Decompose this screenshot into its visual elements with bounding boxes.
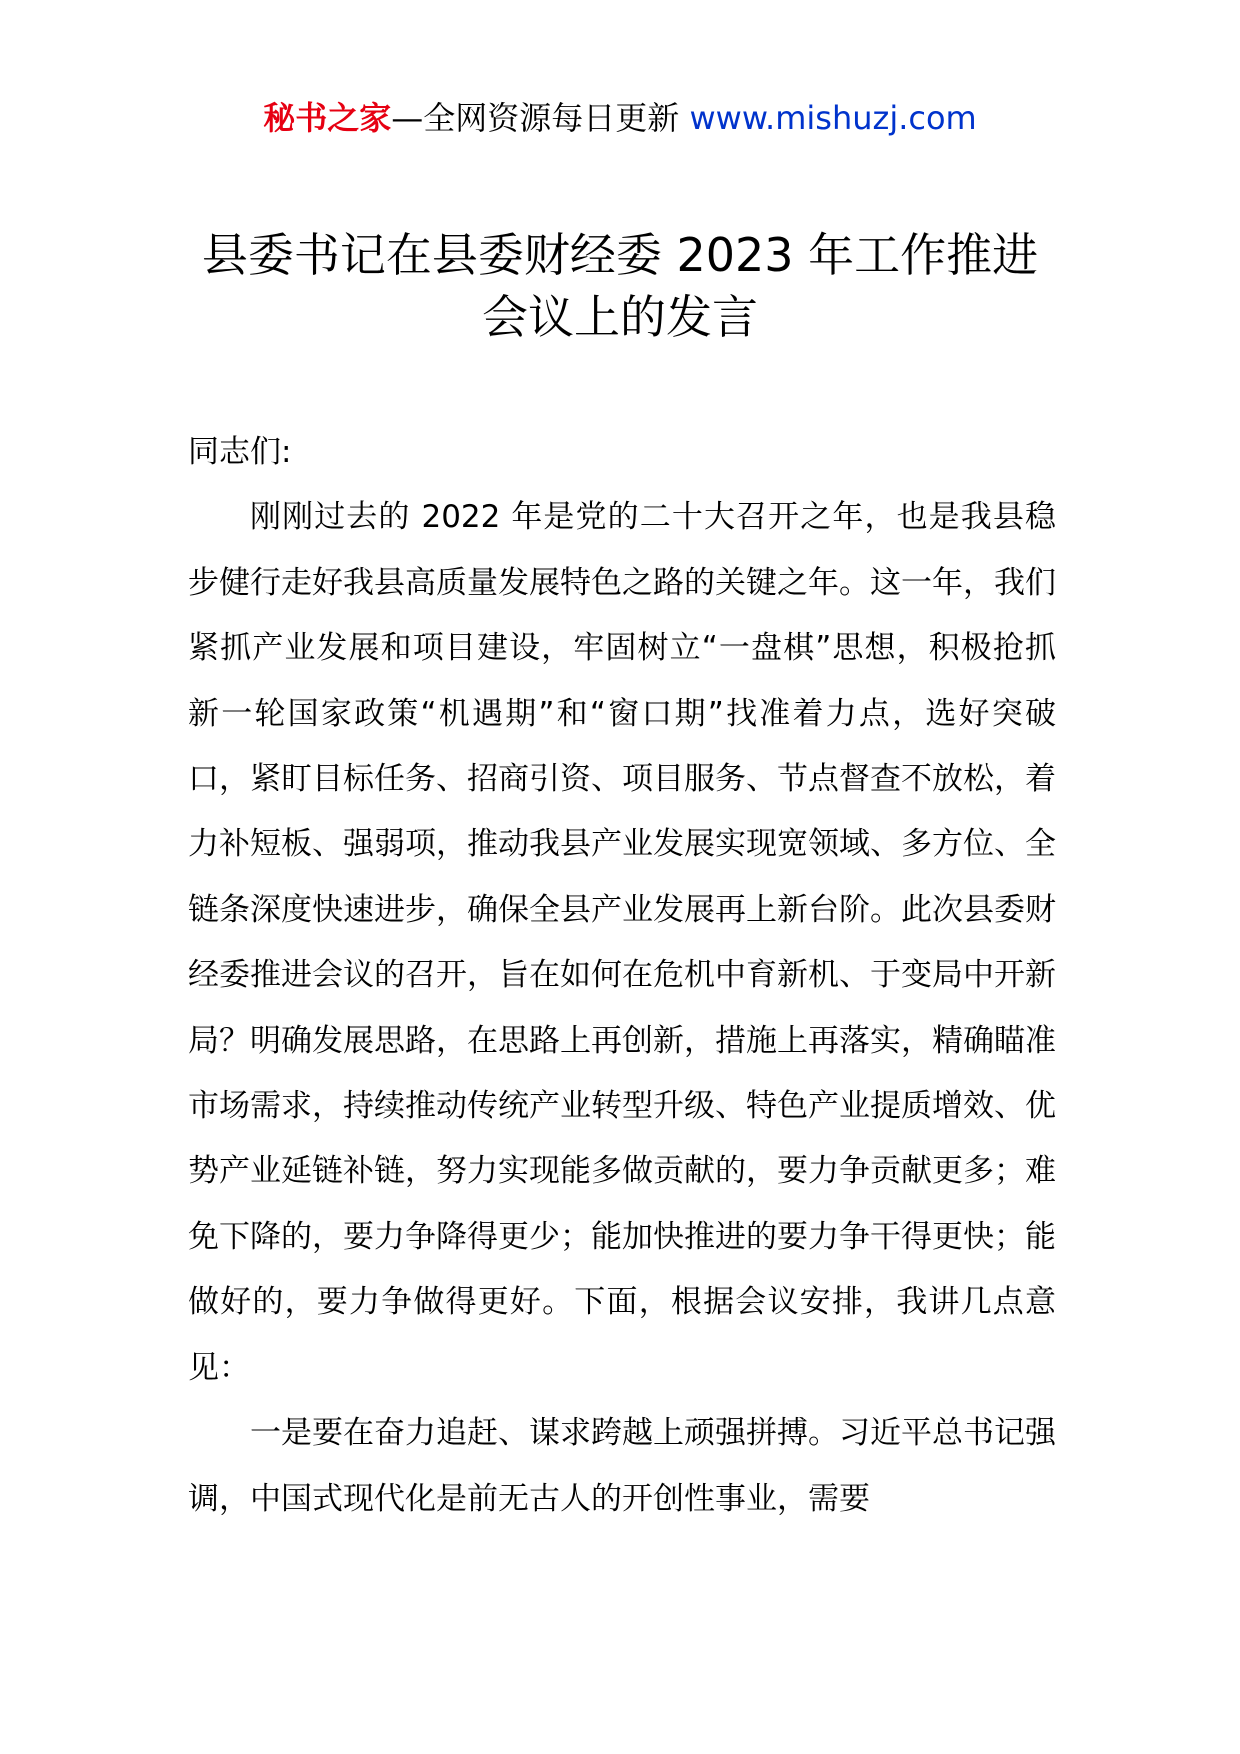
site-url-link[interactable]: www.mishuzj.com: [689, 99, 977, 137]
body-paragraph: 刚刚过去的 2022 年是党的二十大召开之年，也是我县稳步健行走好我县高质量发展特色之路的关键之年。这一年，我们紧抓产业发展和项目建设，牢固树立“一盘棋”思想，积极抢抓新一轮国家政策“机遇期”和“窗口期”找准着力点，选好突破口，紧盯目标任务、招商引资、项目服务、节点督查不放松，着力补短板、强弱项，推动我县产业发展实现宽领域、多方位、全链条深度快速进步，确保全县产业发展再上新台阶。此次县委财经委推进会议的召开，旨在如何在危机中育新机、于变局中开新局？明确发展思路，在思路上再创新，措施上再落实，精确瞄准市场需求，持续推动传统产业转型升级、特色产业提质增效、优势产业延链补链，努力实现能多做贡献的，要力争贡献更多；难免下降的，要力争降得更少；能加快推进的要力争干得更快；能做好的，要力争做得更好。下面，根据会议安排，我讲几点意见：: [188, 499, 1056, 1386]
document-title-line-1: 县委书记在县委财经委 2023 年工作推进: [201, 228, 1039, 282]
document-body: [188, 420, 1056, 1532]
document-title-line-2: 会议上的发言: [482, 290, 758, 344]
site-brand: 秘书之家: [263, 99, 392, 137]
site-tagline: —全网资源每日更新: [391, 99, 680, 137]
document-title: [160, 224, 1080, 348]
salutation: 同志们:: [188, 434, 292, 470]
body-paragraph: 一是要在奋力追赶、谋求跨越上顽强拼搏。习近平总书记强调，中国式现代化是前无古人的开创性事业，需要: [188, 1415, 1056, 1517]
site-header: [0, 96, 1240, 140]
